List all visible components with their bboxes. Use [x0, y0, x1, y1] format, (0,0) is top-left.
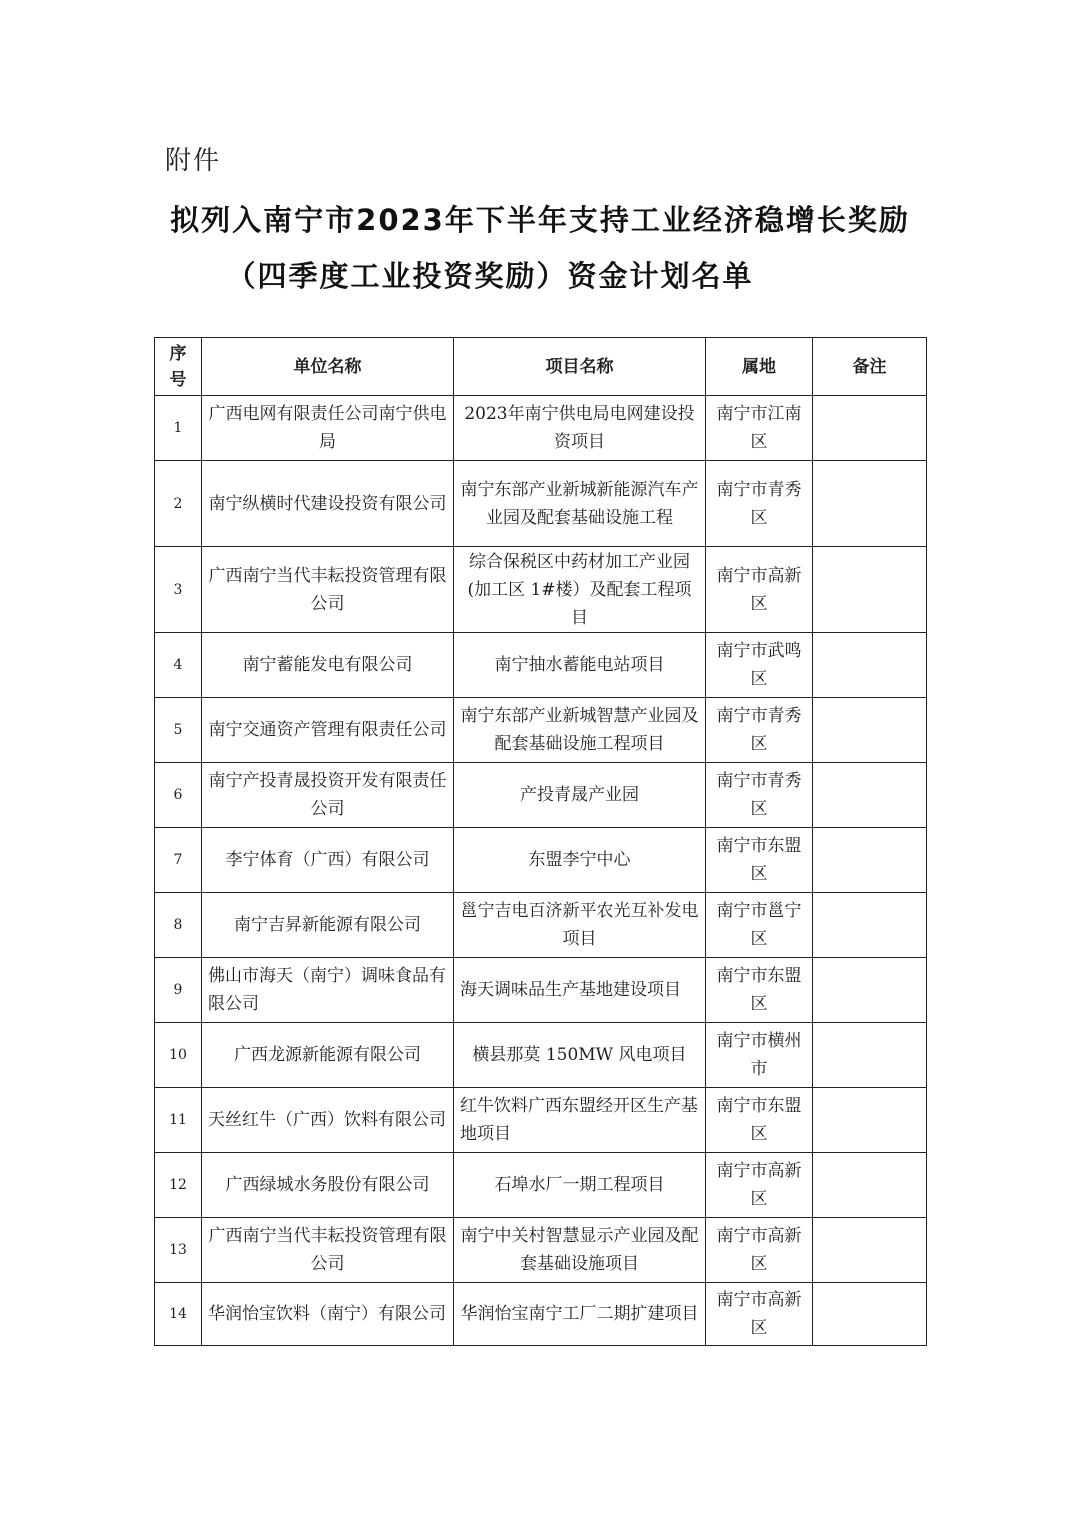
cell-seq: 10	[155, 1023, 202, 1088]
cell-project-name: 红牛饮料广西东盟经开区生产基地项目	[454, 1088, 706, 1153]
cell-note	[813, 1023, 927, 1088]
cell-unit-name: 南宁纵横时代建设投资有限公司	[202, 461, 454, 547]
table-row	[155, 958, 927, 1023]
table-row	[155, 698, 927, 763]
cell-seq: 9	[155, 958, 202, 1023]
cell-project-name: 2023年南宁供电局电网建设投资项目	[454, 396, 706, 461]
cell-location: 南宁市横州市	[706, 1023, 813, 1088]
cell-location: 南宁市东盟区	[706, 958, 813, 1023]
cell-project-name: 石埠水厂一期工程项目	[454, 1153, 706, 1218]
cell-note	[813, 1088, 927, 1153]
cell-seq: 1	[155, 396, 202, 461]
cell-seq: 11	[155, 1088, 202, 1153]
cell-unit-name: 广西南宁当代丰耘投资管理有限公司	[202, 547, 454, 633]
cell-note	[813, 633, 927, 698]
cell-seq: 6	[155, 763, 202, 828]
document-title-line-1: 拟列入南宁市2023年下半年支持工业经济稳增长奖励	[170, 203, 910, 237]
cell-location: 南宁市高新区	[706, 1218, 813, 1283]
table-header-row	[155, 338, 927, 396]
cell-location: 南宁市邕宁区	[706, 893, 813, 958]
table-row	[155, 547, 927, 633]
cell-project-name: 综合保税区中药材加工产业园(加工区 1#楼）及配套工程项目	[454, 547, 706, 633]
column-header-note: 备注	[813, 338, 927, 396]
column-header-project: 项目名称	[454, 338, 706, 396]
cell-project-name: 南宁东部产业新城智慧产业园及配套基础设施工程项目	[454, 698, 706, 763]
cell-unit-name: 南宁产投青晟投资开发有限责任公司	[202, 763, 454, 828]
cell-seq: 14	[155, 1283, 202, 1346]
table-row	[155, 1153, 927, 1218]
cell-note	[813, 1283, 927, 1346]
cell-unit-name: 佛山市海天（南宁）调味食品有限公司	[202, 958, 454, 1023]
cell-seq: 8	[155, 893, 202, 958]
cell-location: 南宁市东盟区	[706, 828, 813, 893]
cell-unit-name: 华润怡宝饮料（南宁）有限公司	[202, 1283, 454, 1346]
table-row	[155, 763, 927, 828]
table-row	[155, 396, 927, 461]
cell-project-name: 东盟李宁中心	[454, 828, 706, 893]
cell-note	[813, 698, 927, 763]
column-header-location: 属地	[706, 338, 813, 396]
funding-plan-table	[154, 337, 927, 1346]
cell-location: 南宁市青秀区	[706, 763, 813, 828]
cell-project-name: 海天调味品生产基地建设项目	[454, 958, 706, 1023]
cell-note	[813, 396, 927, 461]
cell-seq: 13	[155, 1218, 202, 1283]
cell-location: 南宁市青秀区	[706, 461, 813, 547]
cell-location: 南宁市高新区	[706, 547, 813, 633]
cell-project-name: 华润怡宝南宁工厂二期扩建项目	[454, 1283, 706, 1346]
table-row	[155, 1088, 927, 1153]
cell-note	[813, 958, 927, 1023]
cell-unit-name: 南宁交通资产管理有限责任公司	[202, 698, 454, 763]
cell-note	[813, 893, 927, 958]
cell-unit-name: 李宁体育（广西）有限公司	[202, 828, 454, 893]
cell-note	[813, 1153, 927, 1218]
cell-project-name: 南宁中关村智慧显示产业园及配套基础设施项目	[454, 1218, 706, 1283]
table-row	[155, 1023, 927, 1088]
table-row	[155, 1283, 927, 1346]
cell-project-name: 横县那莫 150MW 风电项目	[454, 1023, 706, 1088]
cell-location: 南宁市东盟区	[706, 1088, 813, 1153]
cell-note	[813, 547, 927, 633]
column-header-seq: 序号	[155, 338, 202, 396]
cell-seq: 5	[155, 698, 202, 763]
cell-unit-name: 南宁吉昇新能源有限公司	[202, 893, 454, 958]
cell-unit-name: 广西南宁当代丰耘投资管理有限公司	[202, 1218, 454, 1283]
cell-unit-name: 广西龙源新能源有限公司	[202, 1023, 454, 1088]
cell-seq: 2	[155, 461, 202, 547]
cell-seq: 4	[155, 633, 202, 698]
cell-location: 南宁市高新区	[706, 1283, 813, 1346]
cell-unit-name: 天丝红牛（广西）饮料有限公司	[202, 1088, 454, 1153]
cell-unit-name: 南宁蓄能发电有限公司	[202, 633, 454, 698]
cell-seq: 7	[155, 828, 202, 893]
cell-location: 南宁市高新区	[706, 1153, 813, 1218]
table-row	[155, 633, 927, 698]
attachment-label: 附件	[165, 146, 222, 176]
cell-note	[813, 828, 927, 893]
document-title-line-2: （四季度工业投资奖励）资金计划名单	[226, 259, 754, 293]
table-row	[155, 461, 927, 547]
cell-unit-name: 广西绿城水务股份有限公司	[202, 1153, 454, 1218]
table-row	[155, 1218, 927, 1283]
table-row	[155, 828, 927, 893]
column-header-unit: 单位名称	[202, 338, 454, 396]
cell-note	[813, 763, 927, 828]
cell-location: 南宁市武鸣区	[706, 633, 813, 698]
cell-project-name: 南宁东部产业新城新能源汽车产业园及配套基础设施工程	[454, 461, 706, 547]
cell-project-name: 产投青晟产业园	[454, 763, 706, 828]
cell-note	[813, 461, 927, 547]
cell-project-name: 邕宁吉电百济新平农光互补发电项目	[454, 893, 706, 958]
cell-unit-name: 广西电网有限责任公司南宁供电局	[202, 396, 454, 461]
cell-project-name: 南宁抽水蓄能电站项目	[454, 633, 706, 698]
cell-seq: 3	[155, 547, 202, 633]
cell-seq: 12	[155, 1153, 202, 1218]
cell-location: 南宁市青秀区	[706, 698, 813, 763]
cell-location: 南宁市江南区	[706, 396, 813, 461]
table-row	[155, 893, 927, 958]
cell-note	[813, 1218, 927, 1283]
